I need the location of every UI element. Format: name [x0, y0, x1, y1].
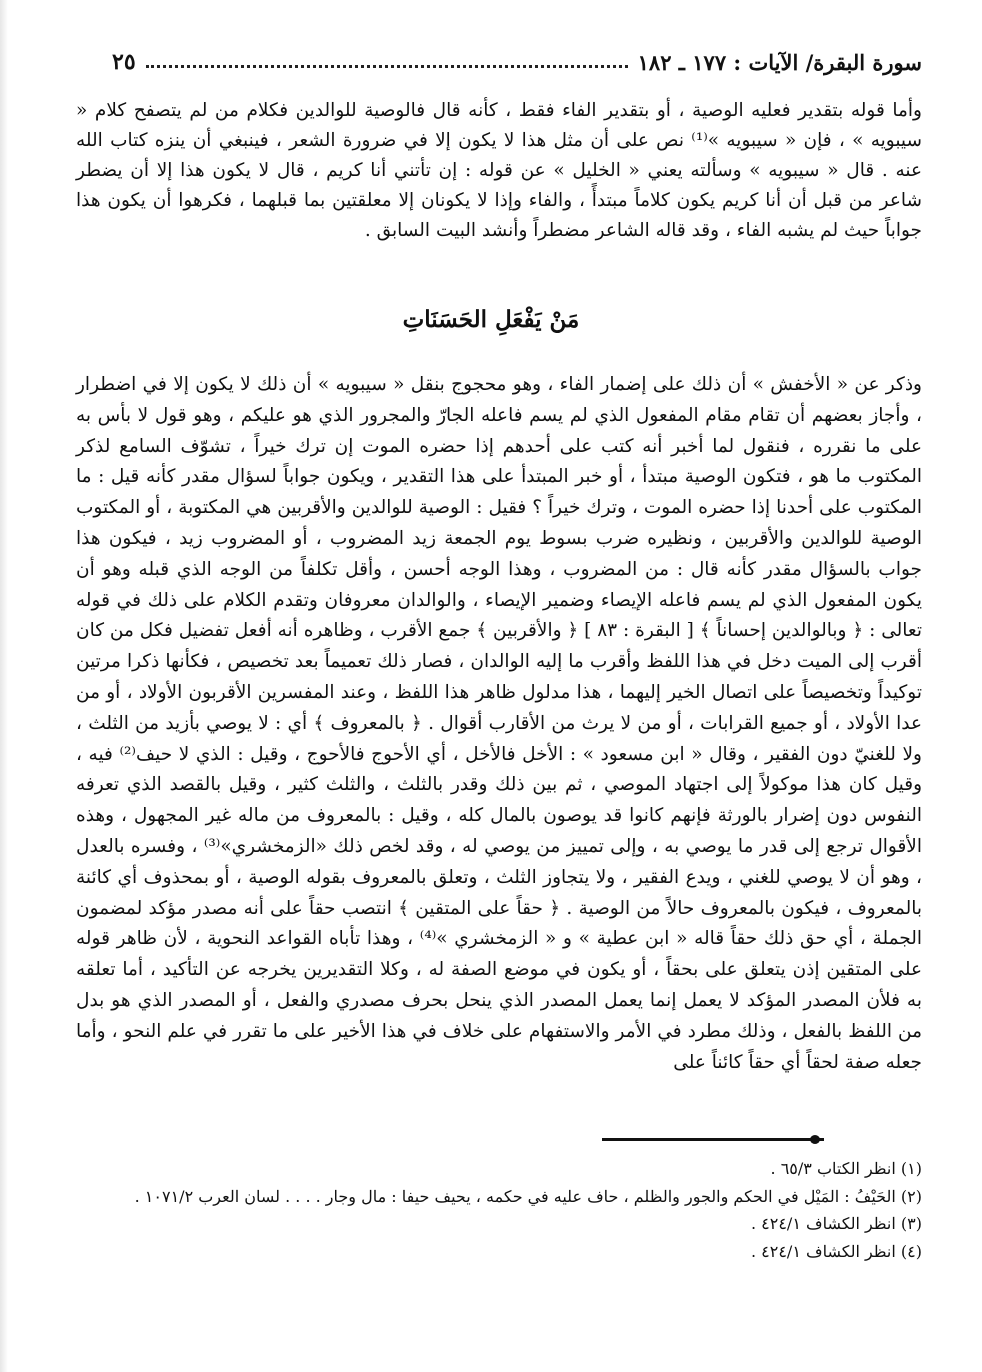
scan-edge: [0, 0, 8, 1372]
page-number: ٢٥: [112, 49, 136, 75]
section-heading: مَنْ يَفْعَلِ الحَسَنَاتِ: [402, 306, 580, 333]
running-title: سورة البقرة/ الآيات : ١٧٧ ـ ١٨٢: [637, 49, 922, 75]
footnote-2: (٢) الحَيْفُ : المَيْل في الحكم والجور والظلم ، حاف عليه في حكمه ، يحيف حيفا : مال وجار . . . . لسان العرب ١٠٧١/٢ .: [134, 1186, 922, 1206]
footnote-4: (٤) انظر الكشاف ٤٢٤/١ .: [750, 1241, 922, 1261]
running-header: [112, 44, 922, 80]
footnotes: [76, 1155, 922, 1265]
paragraph-1: وأما قوله بتقدير فعليه الوصية ، أو بتقدير الفاء فقط ، كأنه قال فالوصية للوالدين فكلام من لم يتصفح كلام « سيبويه » ، فإن « سيبويه »⁽¹⁾ نص على أن مثل هذا لا يكون إلا في ضرورة الشعر ، فينبغي أن ينزه كتاب الله عنه . قال « سيبويه » وسألته يعني « الخليل » عن قوله : إن تأتني أنا كريم ، قال لا يكون هذا إلا أن يضطر شاعر من قبل أن أنا كريم يكون كلاماً مبتدأً ، والفاء وإذا لا يكونان إلا معلقتين بما قبلهما ، فكرهوا أن يكون هذا جواباً حيث لم يشبه الفاء ، وقد قاله الشاعر مضطراً وأنشد البيت السابق .: [76, 100, 922, 241]
paragraph-2: وذكر عن « الأخفش » أن ذلك على إضمار الفاء ، وهو محجوج بنقل « سيبويه » أن ذلك لا يكون إلا في اضطرار ، وأجاز بعضهم أن تقام مقام المفعول الذي لم يسم فاعله الجارّ والمجرور الذي هو عليكم ، وهو قول لا بأس به على ما نقرره ، فنقول لما أخبر أنه كتب على أحدهم إذا حضره الموت إن ترك خيراً ، تشوّف السامع لذكر المكتوب ما هو ، فتكون الوصية مبتدأ ، أو خبر المبتدأ على هذا التقدير ، ويكون جواباً لسؤال مقدر كأنه قيل : ما المكتوب على أحدنا إذا حضره الموت ، وترك خيراً ؟ فقيل : الوصية للوالدين والأقربين هي المكتوبة ، أو المكتوب الوصية للوالدين والأقربين ، ونظيره ضرب بسوط يوم الجمعة زيد المضروب ، أو المضروب زيد ، فيكون هذا جواب بالسؤال مقدر كأنه قال : من المضروب ، وهذا الوجه أحسن ، وأقل تكلفاً من الوجه الذي قبله وهو أن يكون المفعول الذي لم يسم فاعله الإيصاء وضمير الإيصاء ، والوالدان معروفان وتقدم الكلام على ذلك في قوله تعالى : ﴿ وبالوالدين إحساناً ﴾ [ البقرة : ٨٣ ] ﴿ والأقربين ﴾ جمع الأقرب ، وظاهره أنه أفعل تفضيل فكل من كان أقرب إلى الميت دخل في هذا اللفظ وأقرب ما إليه الوالدان ، فصار ذلك تعميماً بعد تخصيص ، فكأنها ذكرا مرتين توكيداً وتخصيصاً على اتصال الخير إليهما ، هذا مدلول ظاهر هذا اللفظ ، وعند المفسرين الأقربون الأولاد ، أو من عدا الأولاد ، أو جميع القرابات ، أو من لا يرث من الأقارب أقوال . ﴿ بالمعروف ﴾ أي : لا يوصي بأزيد من الثلث ، ولا للغنيّ دون الفقير ، وقال « ابن مسعود » : الأخل فالأخل ، أي الأحوج فالأحوج ، وقيل : الذي لا حيف⁽²⁾ فيه ، وقيل كان هذا موكولاً إلى اجتهاد الموصي ، ثم بين ذلك وقدر بالثلث ، والثلث كثير ، وقيل بالقصد الذي تعرفه النفوس دون إضرار بالورثة فإنهم كانوا قد يوصون بالمال كله ، وقيل : بالمعروف من ماله غير المجهول ، وهذه الأقوال ترجع إلى قدر ما يوصي به ، وإلى تمييز من يوصي له ، وقد لخص ذلك «الزمخشري»⁽³⁾ ، وفسره بالعدل ، وهو أن لا يوصي للغني ، ويدع الفقير ، ولا يتجاوز الثلث ، وتعلق بالمعروف بقوله الوصية ، أو بمحذوف أي كائنة بالمعروف ، فيكون بالمعروف حالاً من الوصية . ﴿ حقاً على المتقين ﴾ انتصب حقاً على أنه مصدر مؤكد لمضمون الجملة ، أي حق ذلك حقاً قاله « ابن عطية » و « الزمخشري »⁽⁴⁾ ، وهذا تأباه القواعد النحوية ، لأن ظاهر قوله على المتقين إذن يتعلق على بحقاً ، أو يكون في موضع الصفة له ، وكلا التقديرين يخرجه عن التأكيد ، أما تعلقه به فلأن المصدر المؤكد لا يعمل إنما يعمل المصدر الذي ينحل بحرف مصدري والفعل ، أو المصدر الذي هو بدل من اللفظ بالفعل ، وذلك مطرد في الأمر والاستفهام على خلاف في هذا الأخير على ما تقرر في علم النحو ، وأما جعله صفة لحقاً أي حقاً كائناً على: [76, 374, 922, 1073]
dotted-leader: [146, 65, 628, 68]
footnote-separator: [602, 1138, 824, 1141]
footnote-separator-dot: [810, 1135, 820, 1144]
footnote-1: (١) انظر الكتاب ٦٥/٣ .: [770, 1159, 922, 1178]
footnote-3: (٣) انظر الكشاف ٤٢٤/١ .: [750, 1214, 922, 1233]
